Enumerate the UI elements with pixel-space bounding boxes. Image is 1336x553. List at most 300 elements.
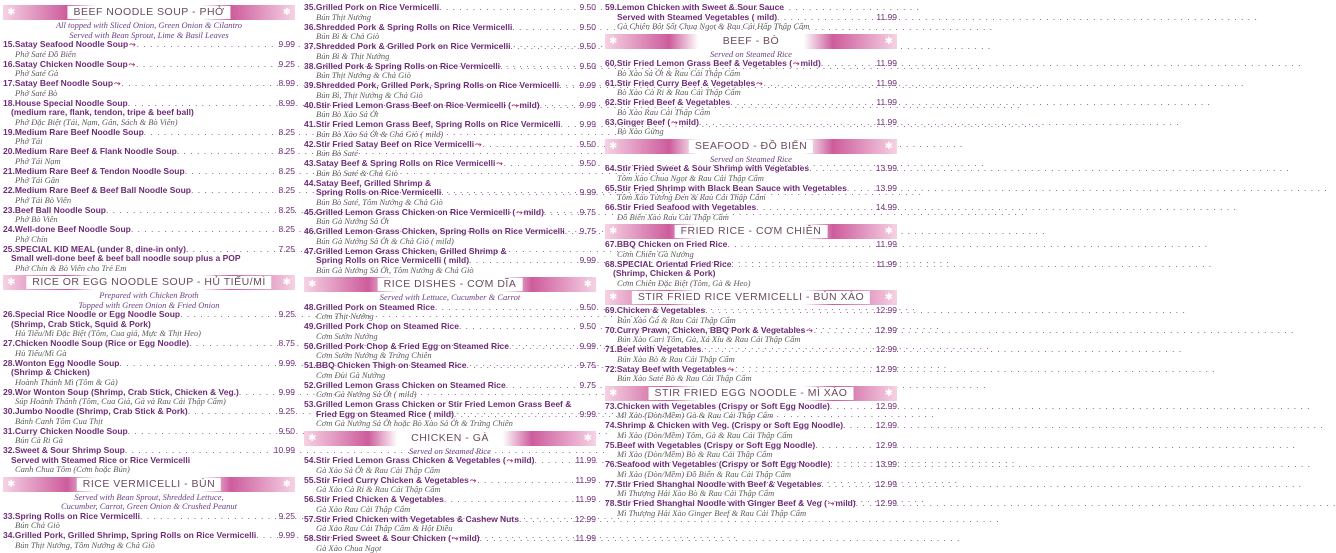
section-header-band — [3, 5, 295, 20]
item-suffix: mild) — [459, 534, 479, 544]
dot-leader — [144, 128, 279, 138]
item-vietnamese-name: Cơm Gà Nướng Sả Ớt hoặc Bò Xào Sả Ớt & Trứng Chiên — [304, 419, 596, 429]
menu-item — [605, 59, 897, 78]
menu-item — [3, 60, 295, 79]
dot-leader — [559, 81, 579, 91]
item-vietnamese-name: Phở Saté Đồ Biển — [3, 50, 295, 60]
star-icon: ✱ — [609, 140, 617, 153]
dot-leader — [140, 512, 278, 522]
item-price: 8.25 — [278, 128, 295, 138]
item-name: Lemon Chicken with Sweet & Sour Sauce — [617, 3, 784, 13]
dot-leader — [764, 79, 877, 89]
item-price: 9.50 — [579, 322, 596, 332]
dot-leader — [815, 441, 876, 451]
item-description: Small well-done beef & beef ball noodle soup plus a POP — [3, 254, 295, 264]
chili-pepper-icon: ⤳ — [756, 79, 762, 89]
section-header-band — [3, 275, 295, 290]
item-price: 8.99 — [278, 79, 295, 89]
menu-item — [3, 512, 295, 531]
menu-column-2 — [304, 3, 596, 539]
section-header-band — [3, 477, 295, 492]
item-name: SPECIAL Oriental Fried Rice — [617, 260, 732, 270]
item-price: 7.25 — [278, 245, 295, 255]
item-number: 55. — [304, 476, 316, 486]
star-icon: ✱ — [609, 291, 617, 304]
menu-item — [304, 140, 596, 159]
menu-item — [304, 361, 596, 380]
item-name: Stir Fried Sweet & Sour Chicken ( — [316, 534, 451, 544]
item-number: 59. — [605, 3, 617, 13]
menu-item — [304, 81, 596, 100]
item-vietnamese-name: Bún Chả Giò — [3, 521, 295, 531]
item-name-continued: Fried Egg on Steamed Rice ( mild) — [316, 410, 454, 420]
star-icon: ✱ — [609, 35, 617, 48]
menu-item — [605, 460, 897, 479]
item-name: Seafood with Vegetables (Crispy or Soft Egg Noodle) — [617, 460, 830, 470]
dot-leader — [239, 388, 279, 398]
dot-leader — [510, 42, 579, 52]
item-number: 62. — [605, 98, 617, 108]
dot-leader — [830, 460, 875, 470]
chili-pepper-icon: ⤳ — [512, 101, 518, 111]
item-number: 18. — [3, 99, 15, 109]
section-header-band — [605, 290, 897, 305]
item-name: Stir Fried Curry Beef & Vegetables — [617, 79, 755, 89]
section-note: All topped with Sliced Onion, Green Onion & Cilantro — [3, 21, 295, 31]
item-description: (Shrimp, Chicken & Pork) — [605, 269, 897, 279]
item-number: 78. — [605, 499, 617, 509]
dot-leader — [469, 256, 579, 266]
item-price: 11.99 — [876, 118, 897, 128]
item-price: 8.25 — [278, 186, 295, 196]
item-price: 9.99 — [579, 342, 596, 352]
dot-leader — [540, 101, 580, 111]
item-vietnamese-name: Cơm Sườn Nướng — [304, 332, 596, 342]
item-price: 9.99 — [579, 81, 596, 91]
dot-leader — [727, 240, 876, 250]
menu-item — [304, 62, 596, 81]
menu-item — [304, 303, 596, 322]
item-price: 12.99 — [575, 515, 596, 525]
item-name: Satay Seafood Noodle Soup — [15, 40, 128, 50]
item-price: 8.25 — [278, 167, 295, 177]
item-vietnamese-name: Gà Chiên Bột Sốt Chua Ngọt & Rau Cải Hấp Thập Cẩm — [605, 22, 897, 32]
item-price: 9.50 — [579, 23, 596, 33]
item-name: Beef with Vegetables — [617, 345, 702, 355]
item-vietnamese-name: Mì Thượng Hải Xào Bò & Rau Cải Thập Cẩm — [605, 489, 897, 499]
item-name: Medium Rare Beef & Flank Noodle Soup — [15, 147, 177, 157]
section-header-band — [304, 431, 596, 446]
item-name: Curry Chicken Noodle Soup — [15, 427, 128, 437]
item-suffix: mild) — [519, 101, 539, 111]
item-price: 9.99 — [278, 40, 295, 50]
item-name: Wonton Egg Noodle Soup — [15, 359, 120, 369]
item-name: Satay Beef with Vegetables — [617, 365, 727, 375]
item-price: 9.50 — [579, 159, 596, 169]
dot-leader — [506, 381, 580, 391]
dot-leader — [435, 303, 580, 313]
item-vietnamese-name: Phở Tái Gân — [3, 176, 295, 186]
chili-pepper-icon: ⤳ — [475, 140, 481, 150]
star-icon: ✱ — [7, 478, 15, 491]
item-vietnamese-name: Tôm Xào Chua Ngọt & Rau Cải Thập Cẩm — [605, 174, 897, 184]
dot-leader — [480, 534, 576, 544]
item-price: 11.99 — [876, 260, 897, 270]
item-name: Medium Rare Beef Noodle Soup — [15, 128, 144, 138]
section-title: FRIED RICE - CƠM CHIÊN — [675, 225, 828, 238]
menu-item — [304, 456, 596, 475]
item-number: 38. — [304, 62, 316, 72]
item-name-continued: Spring Rolls on Rice Vermicelli ( mild) — [316, 256, 469, 266]
chili-pepper-icon: ⤳ — [129, 40, 135, 50]
item-vietnamese-name: Bánh Canh Tôm Cua Thịt — [3, 417, 295, 427]
item-vietnamese-name: Phở Tái Bò Viên — [3, 196, 295, 206]
menu-item — [3, 339, 295, 358]
menu-item — [3, 388, 295, 407]
item-number: 43. — [304, 159, 316, 169]
item-price: 11.99 — [575, 456, 596, 466]
menu-item — [605, 441, 897, 460]
item-number: 28. — [3, 359, 15, 369]
item-name: Stir Fried Chicken & Vegetables — [316, 495, 444, 505]
item-number: 58. — [304, 534, 316, 544]
item-price: 12.99 — [876, 306, 897, 316]
item-price: 9.50 — [278, 427, 295, 437]
item-price: 9.50 — [579, 3, 596, 13]
item-price: 8.75 — [278, 339, 295, 349]
menu-item — [3, 79, 295, 98]
item-price: 13.99 — [876, 460, 897, 470]
item-number: 16. — [3, 60, 15, 70]
item-number: 61. — [605, 79, 617, 89]
item-vietnamese-name: Cơm Chiên Đặc Biệt (Tôm, Gà & Heo) — [605, 279, 897, 289]
item-vietnamese-name: Phở Chín & Bò Viên cho Trẻ Em — [3, 264, 295, 274]
item-number: 36. — [304, 23, 316, 33]
item-number: 48. — [304, 303, 316, 313]
star-icon: ✱ — [885, 225, 893, 238]
dot-leader — [504, 159, 580, 169]
menu-item — [3, 407, 295, 426]
item-vietnamese-name: Mì Xào (Dòn/Mềm) Gà & Rau Cải Thập Cẩm — [605, 411, 897, 421]
item-price: 12.99 — [876, 365, 897, 375]
section-header-band — [605, 224, 897, 239]
dot-leader — [180, 310, 278, 320]
item-vietnamese-name: Bún Bò Xào Sả Ớt — [304, 110, 596, 120]
item-name: Stir Fried Lemon Grass Chicken & Vegetables ( — [316, 456, 506, 466]
dot-leader — [756, 203, 876, 213]
star-icon: ✱ — [308, 278, 316, 291]
item-price: 9.99 — [278, 388, 295, 398]
item-name: Grilled Pork on Steamed Rice — [316, 303, 435, 313]
item-name: Shrimp & Chicken with Veg. (Crispy or Soft Egg Noodle) — [617, 421, 843, 431]
menu-item — [304, 101, 596, 120]
section-note: Served on Steamed Rice — [304, 447, 596, 457]
item-name: Medium Rare Beef & Tendon Noodle Soup — [15, 167, 185, 177]
item-vietnamese-name: Bún Bì & Thịt Nướng — [304, 52, 596, 62]
item-vietnamese-name: Gà Xào Cà Ri & Rau Cải Thập Cẩm — [304, 485, 596, 495]
menu-item — [3, 245, 295, 274]
menu-item — [3, 99, 295, 128]
menu-item — [3, 531, 295, 550]
menu-section — [304, 277, 596, 429]
menu-section — [3, 275, 295, 475]
menu-item — [304, 476, 596, 495]
star-icon: ✱ — [609, 225, 617, 238]
dot-leader — [439, 3, 579, 13]
item-name: Stir Fried Chicken with Vegetables & Cashew Nuts — [316, 515, 519, 525]
dot-leader — [809, 164, 876, 174]
item-vietnamese-name: Bò Xào Gừng — [605, 127, 897, 137]
section-note: Topped with Green Onion & Fried Onion — [3, 301, 295, 311]
item-name: Spring Rolls on Rice Vermicelli — [15, 512, 140, 522]
item-name: Stir Fried Seafood with Vegetables — [617, 203, 756, 213]
dot-leader — [483, 140, 580, 150]
item-vietnamese-name: Bún Xào Bò & Rau Cải Thập Cẩm — [605, 355, 897, 365]
chili-pepper-icon: ⤳ — [727, 365, 733, 375]
item-number: 22. — [3, 186, 15, 196]
section-note: Served with Bean Sprout, Lime & Basil Leaves — [3, 31, 295, 41]
chili-pepper-icon: ⤳ — [507, 456, 513, 466]
menu-item — [3, 167, 295, 186]
item-vietnamese-name: Mì Xào (Dòn/Mềm) Đồ Biển & Rau Cải Thập Cẩm — [605, 470, 897, 480]
section-header-band — [304, 277, 596, 292]
dot-leader — [519, 515, 575, 525]
item-vietnamese-name: Phở Đặc Biệt (Tái, Nạm, Gân, Sách & Bò Viên) — [3, 118, 295, 128]
item-number: 23. — [3, 206, 15, 216]
item-description: (Shrimp & Chicken) — [3, 368, 295, 378]
item-price: 9.50 — [579, 303, 596, 313]
dot-leader — [821, 480, 875, 490]
dot-leader — [730, 98, 876, 108]
chili-pepper-icon: ⤳ — [129, 60, 135, 70]
item-name: Grilled Lemon Grass Chicken, Spring Rolls on Rice Vermicelli — [316, 227, 565, 237]
item-vietnamese-name: Hủ Tiếu/Mì Gà — [3, 349, 295, 359]
item-name: Stir Fried Sweet & Sour Shrimp with Vegetables — [617, 164, 809, 174]
item-price: 14.99 — [876, 203, 897, 213]
item-name: Shredded Pork, Grilled Pork, Spring Rolls on Rice Vermicelli — [316, 81, 559, 91]
item-number: 26. — [3, 310, 15, 320]
menu-item — [605, 326, 897, 345]
section-note: Served on Steamed Rice — [605, 155, 897, 165]
item-vietnamese-name: Hủ Tiếu/Mì Đặc Biệt (Tôm, Cua giả, Mực & Thịt Heo) — [3, 329, 295, 339]
section-title: BEEF NOODLE SOUP - PHỞ — [67, 6, 230, 19]
item-vietnamese-name: Bún Xào Saté Bò & Rau Cải Thập Cẩm — [605, 374, 897, 384]
item-vietnamese-name: Phở Tái Nạm — [3, 157, 295, 167]
item-vietnamese-name: Bún Bò Saté — [304, 149, 596, 159]
item-number: 77. — [605, 480, 617, 490]
section-note: Served with Bean Sprout, Shredded Lettuce, — [3, 493, 295, 503]
menu-item — [3, 225, 295, 244]
item-price: 13.99 — [876, 164, 897, 174]
item-price: 9.99 — [579, 120, 596, 130]
menu-section — [605, 3, 897, 32]
dot-leader — [477, 476, 575, 486]
item-number: 33. — [3, 512, 15, 522]
item-price: 12.99 — [876, 480, 897, 490]
item-price: 9.25 — [278, 407, 295, 417]
item-number: 65. — [605, 184, 617, 194]
item-name: Chicken with Vegetables (Crispy or Soft Egg Noodle) — [617, 402, 830, 412]
chili-pepper-icon: ⤳ — [114, 79, 120, 89]
item-name: Satay Chicken Noodle Soup — [15, 60, 128, 70]
item-number: 35. — [304, 3, 316, 13]
menu-section — [605, 386, 897, 519]
item-vietnamese-name: Cơm Đùi Gà Nướng — [304, 371, 596, 381]
section-title: STIR FRIED EGG NOODLE - MÌ XÀO — [649, 387, 854, 400]
dot-leader — [459, 322, 580, 332]
dot-leader — [467, 361, 580, 371]
dot-leader — [444, 495, 576, 505]
item-price: 9.99 — [278, 531, 295, 541]
item-vietnamese-name: Cơm Sườn Nướng & Trứng Chiên — [304, 351, 596, 361]
item-vietnamese-name: Bún Xào Cari Tôm, Gà, Xá Xíu & Rau Cải Thập Cẩm — [605, 335, 897, 345]
item-number: 56. — [304, 495, 316, 505]
item-number: 39. — [304, 81, 316, 91]
item-vietnamese-name: Phở Saté Gà — [3, 69, 295, 79]
item-number: 68. — [605, 260, 617, 270]
item-name: Stir Fried Satay Beef on Rice Vermicelli — [316, 140, 474, 150]
menu-item — [605, 306, 897, 325]
item-name: Grilled Pork Chop on Steamed Rice — [316, 322, 459, 332]
star-icon: ✱ — [283, 276, 291, 289]
section-header-band — [605, 139, 897, 154]
item-vietnamese-name: Bò Xào Rau Cải Thập Cẩm — [605, 108, 897, 118]
menu-item — [304, 3, 596, 22]
item-number: 67. — [605, 240, 617, 250]
item-vietnamese-name: Bún Gà Nướng Sả Ớt — [304, 217, 596, 227]
item-description: Served with Steamed Rice or Rice Vermicelli — [3, 456, 295, 466]
dot-leader — [119, 359, 278, 369]
item-vietnamese-name: Bún Gà Nướng Sả Ớt, Tôm Nướng & Chả Giò — [304, 266, 596, 276]
chili-pepper-icon: ⤳ — [470, 476, 476, 486]
item-suffix: mild) — [524, 208, 544, 218]
item-number: 32. — [3, 446, 15, 456]
menu-item — [3, 186, 295, 205]
item-number: 57. — [304, 515, 316, 525]
dot-leader — [512, 23, 579, 33]
item-number: 40. — [304, 101, 316, 111]
item-price: 11.99 — [876, 240, 897, 250]
menu-item — [605, 118, 897, 137]
item-number: 20. — [3, 147, 15, 157]
item-price: 13.99 — [876, 184, 897, 194]
menu-item — [3, 128, 295, 147]
item-vietnamese-name: Gà Xào Sả Ớt & Rau Cải Thập Cẩm — [304, 466, 596, 476]
star-icon: ✱ — [885, 35, 893, 48]
item-price: 8.99 — [278, 99, 295, 109]
item-suffix: mild) — [514, 456, 534, 466]
item-name-continued: Spring Rolls on Rice Vermicelli — [316, 188, 441, 198]
item-name: House Special Noodle Soup — [15, 99, 128, 109]
item-number: 31. — [3, 427, 15, 437]
item-price: 9.75 — [579, 361, 596, 371]
item-name: Stir Fried Shanghai Noodle with Ginger Beef & Veg ( — [617, 499, 827, 509]
chili-pepper-icon: ⤳ — [452, 534, 458, 544]
item-price: 8.25 — [278, 206, 295, 216]
item-price: 9.25 — [278, 310, 295, 320]
menu-column-3 — [605, 3, 897, 539]
menu-item — [304, 179, 596, 208]
item-number: 45. — [304, 208, 316, 218]
menu-item — [3, 310, 295, 339]
item-number: 49. — [304, 322, 316, 332]
item-number: 71. — [605, 345, 617, 355]
item-number: 64. — [605, 164, 617, 174]
item-number: 25. — [3, 245, 15, 255]
menu-item — [605, 240, 897, 259]
dot-leader — [177, 147, 279, 157]
star-icon: ✱ — [308, 432, 316, 445]
menu-item-row — [3, 128, 295, 138]
dot-leader — [565, 227, 580, 237]
item-price: 9.25 — [278, 512, 295, 522]
item-description: (Shrimp, Crab Stick, Squid & Pork) — [3, 320, 295, 330]
item-price: 11.99 — [876, 13, 897, 23]
menu-item — [605, 79, 897, 98]
menu-item — [605, 260, 897, 289]
item-vietnamese-name: Cơm Chiên Gà Nướng — [605, 250, 897, 260]
item-description: (medium rare, flank, tendon, tripe & beef ball) — [3, 108, 295, 118]
item-price: 12.99 — [876, 441, 897, 451]
menu-section — [605, 139, 897, 223]
item-name: Satay Beef & Spring Rolls on Rice Vermicelli — [316, 159, 496, 169]
item-suffix: mild) — [801, 59, 821, 69]
section-title: RICE OR EGG NOODLE SOUP - HỦ TIẾU/MÌ — [26, 276, 271, 289]
item-price: 9.99 — [579, 101, 596, 111]
item-number: 50. — [304, 342, 316, 352]
item-number: 15. — [3, 40, 15, 50]
menu-item — [3, 206, 295, 225]
menu-section — [605, 34, 897, 137]
item-price: 9.75 — [579, 381, 596, 391]
section-title: SEAFOOD - ĐỒ BIỂN — [689, 140, 813, 153]
dot-leader — [534, 456, 575, 466]
item-number: 30. — [3, 407, 15, 417]
dot-leader — [441, 188, 579, 198]
dot-leader — [188, 407, 279, 417]
star-icon: ✱ — [885, 291, 893, 304]
item-name: Beef with Vegetables (Crispy or Soft Egg Noodle) — [617, 441, 815, 451]
item-vietnamese-name: Bún Bì & Chả Giò — [304, 32, 596, 42]
menu-item — [304, 322, 596, 341]
item-name: Stir Fried Lemon Grass Beef on Rice Vermicelli ( — [316, 101, 511, 111]
item-price: 8.25 — [278, 147, 295, 157]
dot-leader — [821, 59, 877, 69]
item-suffix: mild) — [679, 118, 699, 128]
menu-item — [605, 499, 897, 518]
item-name: Shredded Pork & Spring Rolls on Rice Vermicelli — [316, 23, 513, 33]
item-name: Shredded Pork & Grilled Pork on Rice Vermicelli — [316, 42, 511, 52]
item-price: 8.25 — [278, 225, 295, 235]
menu-section — [605, 224, 897, 288]
menu-section — [3, 5, 295, 273]
item-price: 12.99 — [876, 421, 897, 431]
menu-item — [605, 98, 897, 117]
dot-leader — [136, 60, 278, 70]
dot-leader — [256, 531, 278, 541]
item-price: 11.99 — [876, 79, 897, 89]
item-number: 76. — [605, 460, 617, 470]
item-number: 21. — [3, 167, 15, 177]
dot-leader — [131, 225, 279, 235]
menu-item — [605, 402, 897, 421]
menu-item — [3, 427, 295, 446]
item-name: Grilled Lemon Grass Chicken, Grilled Shrimp & — [316, 247, 507, 257]
item-vietnamese-name: Mì Thượng Hải Xào Ginger Beef & Rau Cải Thập Cẩm — [605, 509, 897, 519]
menu-item — [304, 159, 596, 178]
menu-item — [304, 342, 596, 361]
chili-pepper-icon: ⤳ — [806, 326, 812, 336]
